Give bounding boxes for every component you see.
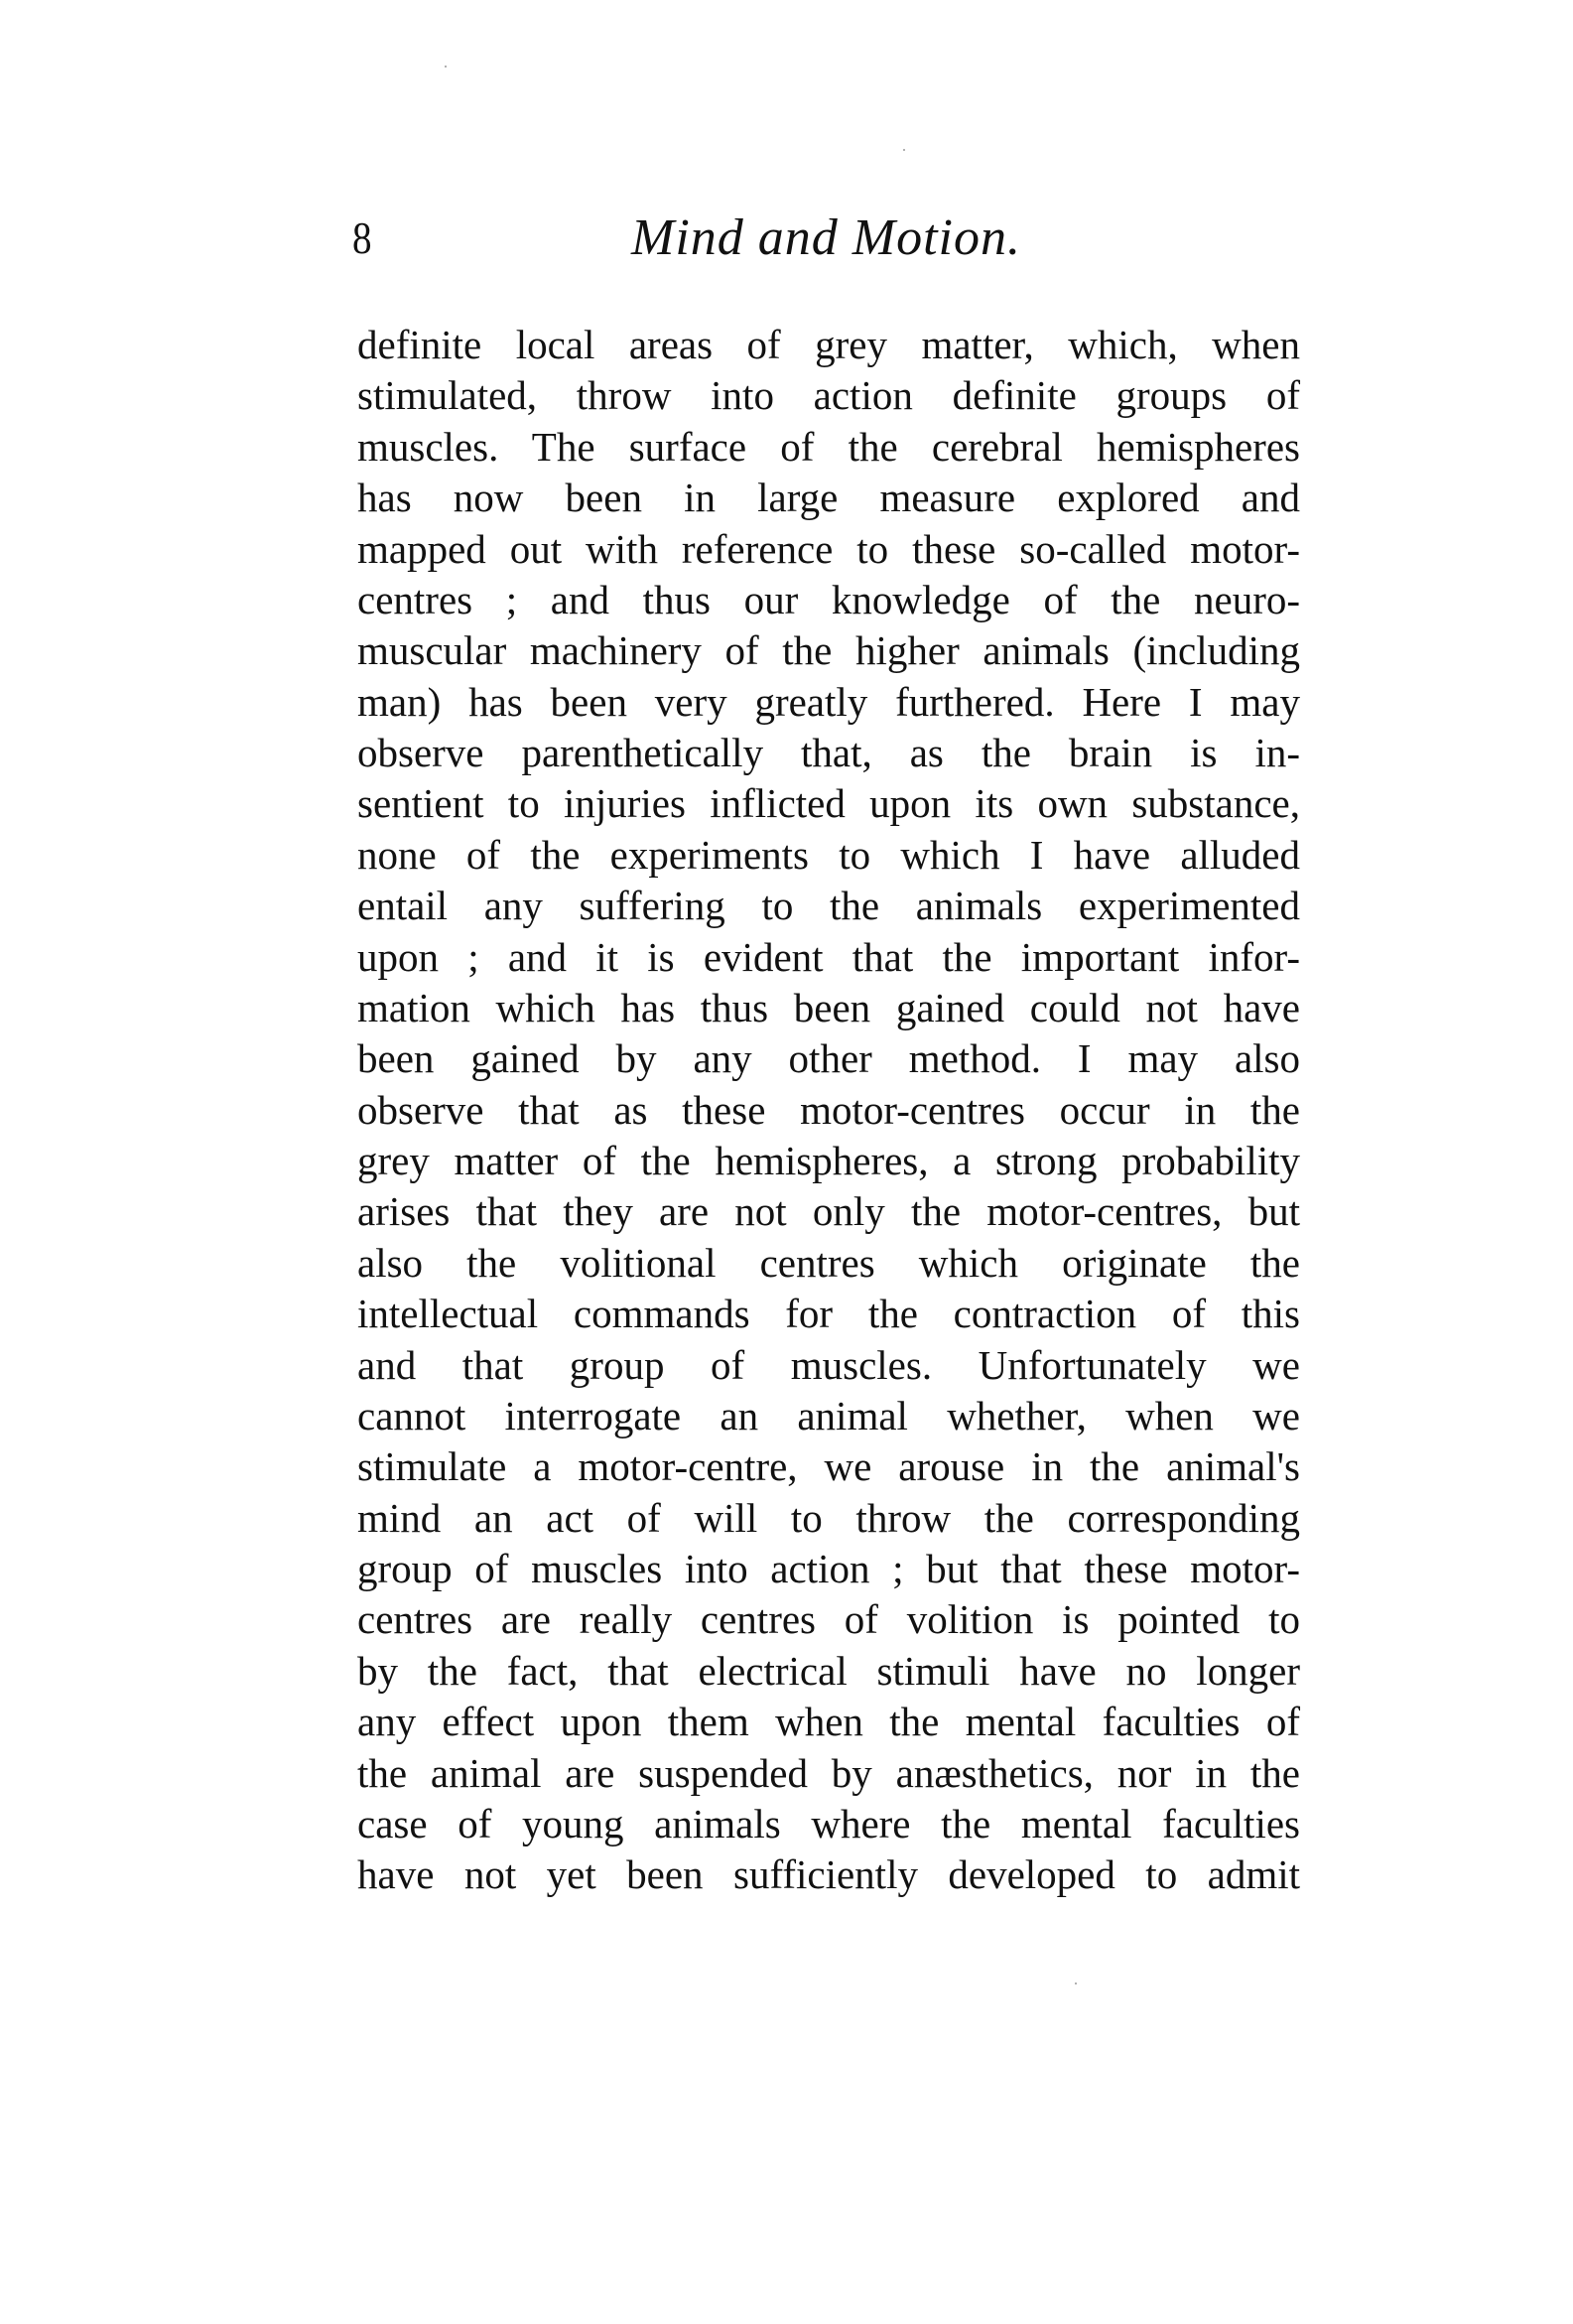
text-line: observe that as these motor-centres occur in the — [357, 1086, 1300, 1133]
text-line: by the fact, that electrical stimuli have no longer — [357, 1647, 1300, 1694]
text-line: definite local areas of grey matter, which, when — [357, 322, 1300, 367]
text-line: entail any suffering to the animals experimented — [357, 883, 1300, 929]
text-line: mation which has thus been gained could not have — [357, 984, 1300, 1030]
text-line: mind an act of will to throw the corresponding — [357, 1494, 1300, 1541]
text-line: upon ; and it is evident that the important infor- — [357, 933, 1300, 980]
text-line: sentient to injuries inflicted upon its own substance, — [357, 780, 1300, 827]
text-line: have not yet been sufficiently developed to admit — [357, 1851, 1300, 1898]
running-title: Mind and Motion. — [631, 209, 1021, 266]
text-line: arises that they are not only the motor-centres, but — [357, 1188, 1300, 1235]
scan-speck — [903, 149, 905, 151]
scan-speck — [1075, 1982, 1077, 1984]
text-line: grey matter of the hemispheres, a strong probability — [357, 1138, 1300, 1183]
text-line: also the volitional centres which originate the — [357, 1239, 1300, 1286]
text-line: muscular machinery of the higher animals (including — [357, 627, 1300, 674]
text-line: muscles. The surface of the cerebral hemispheres — [357, 423, 1300, 470]
text-line: stimulate a motor-centre, we arouse in the animal's — [357, 1443, 1300, 1490]
page-number: 8 — [352, 212, 372, 263]
text-line: group of muscles into action ; but that these motor- — [357, 1546, 1300, 1591]
text-line: cannot interrogate an animal whether, when we — [357, 1392, 1300, 1438]
running-head — [352, 208, 1300, 268]
text-line: intellectual commands for the contraction of this — [357, 1291, 1300, 1337]
text-line: any effect upon them when the mental faculties of — [357, 1699, 1300, 1745]
text-line: case of young animals where the mental faculties — [357, 1800, 1300, 1846]
text-line: observe parenthetically that, as the brain is in- — [357, 730, 1300, 775]
text-line: has now been in large measure explored and — [357, 475, 1300, 521]
text-line: been gained by any other method. I may also — [357, 1035, 1300, 1082]
body-text — [357, 320, 1300, 1901]
text-line: stimulated, throw into action definite groups of — [357, 372, 1300, 419]
text-line: and that group of muscles. Unfortunately we — [357, 1341, 1300, 1388]
text-line: none of the experiments to which I have alluded — [357, 831, 1300, 878]
text-line: mapped out with reference to these so-called motor- — [357, 525, 1300, 572]
text-line: centres are really centres of volition is pointed to — [357, 1596, 1300, 1643]
text-line: the animal are suspended by anæsthetics, nor in the — [357, 1749, 1300, 1796]
text-line: man) has been very greatly furthered. Here I may — [357, 678, 1300, 725]
text-line: centres ; and thus our knowledge of the neuro- — [357, 576, 1300, 622]
scan-speck — [445, 66, 447, 68]
